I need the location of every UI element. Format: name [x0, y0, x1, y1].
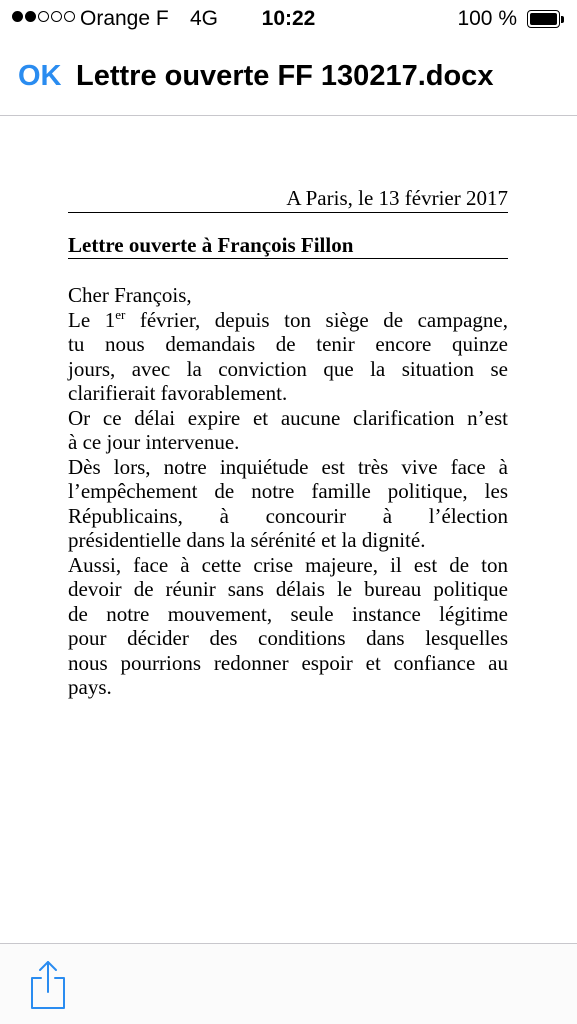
text-line: de notre mouvement, seule instance légitime: [68, 601, 508, 626]
letter-subject: Lettre ouverte à François Fillon: [68, 233, 508, 260]
status-bar: [0, 0, 577, 38]
text-line: Le 1er février, depuis ton siège de campagne,: [68, 306, 508, 332]
battery-icon: [527, 10, 565, 28]
text-line: Or ce délai expire et aucune clarification n’est: [68, 405, 508, 430]
text-line: l’empêchement de notre famille politique, les: [68, 479, 508, 503]
text-line: Dès lors, notre inquiétude est très vive face à: [68, 454, 508, 479]
paragraph-4: [68, 553, 508, 700]
text-line: devoir de réunir sans délais le bureau politique: [68, 577, 508, 601]
text-line: clarifierait favorablement.: [68, 381, 288, 405]
paragraph-1: [68, 308, 508, 406]
text-line: pays.: [68, 675, 112, 699]
text-line: à ce jour intervenue.: [68, 430, 240, 454]
bottom-toolbar: [0, 943, 577, 1024]
text-line: Républicains, à concourir à l’élection: [68, 503, 508, 528]
clock: 10:22: [261, 7, 316, 30]
text-line: nous pourrions redonner espoir et confiance au: [68, 650, 508, 675]
salutation: Cher François,: [68, 283, 192, 307]
text-line: pour décider des conditions dans lesquelles: [68, 626, 508, 650]
text-line: jours, avec la conviction que la situation se: [68, 356, 508, 381]
ok-button[interactable]: OK: [18, 60, 62, 92]
text-line: présidentielle dans la sérénité et la dignité.: [68, 528, 426, 552]
document-title: Lettre ouverte FF 130217.docx: [76, 60, 494, 92]
date-line: A Paris, le 13 février 2017: [68, 186, 508, 213]
text-line: Aussi, face à cette crise majeure, il est de ton: [68, 552, 508, 577]
share-icon: [28, 958, 68, 1010]
document-page: [68, 186, 508, 700]
paragraph-2: [68, 406, 508, 455]
navigation-bar: [0, 38, 577, 116]
network-type: 4G: [190, 7, 219, 30]
text-line: tu nous demandais de tenir encore quinze: [68, 332, 508, 356]
share-button[interactable]: [28, 958, 68, 1010]
letter-body: [68, 283, 508, 700]
battery-percentage: 100 %: [457, 7, 517, 30]
paragraph-3: [68, 455, 508, 553]
carrier-name: Orange F: [80, 7, 169, 30]
